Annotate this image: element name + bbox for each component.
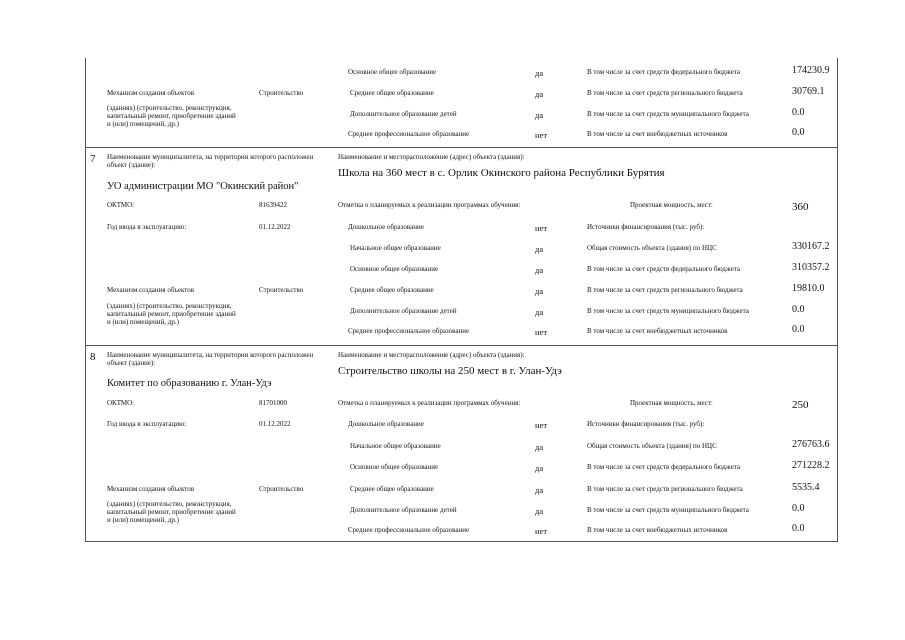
program-level: Среднее профессиональное образование: [348, 327, 470, 335]
funding-source: В том числе за счет средств федерального бюджета: [587, 463, 740, 471]
program-flag: да: [535, 286, 544, 296]
program-flag: да: [535, 463, 544, 473]
program-level: Среднее общее образование: [350, 485, 434, 493]
funding-source: В том числе за счет средств муниципального бюджета: [587, 307, 749, 315]
programs-mark-label: Отметка о планируемых к реализации программах обучения:: [338, 201, 521, 209]
mechanism-note: (зданиях) (строительство, реконструкция, капитальный ремонт, приобретение зданий и (или) помещений, др.): [107, 500, 236, 524]
program-level: Дополнительное образование детей: [350, 110, 457, 118]
funding-source: В том числе за счет средств федерального бюджета: [587, 68, 740, 76]
funding-label: Источники финансирования (тыс. руб):: [587, 223, 705, 231]
program-level: Среднее общее образование: [350, 286, 434, 294]
object-name: Строительство школы на 250 мест в г. Улан-Удэ: [338, 365, 562, 377]
program-flag: да: [535, 307, 544, 317]
program-level: Дополнительное образование детей: [350, 307, 457, 315]
capacity-value: 360: [792, 201, 809, 213]
funding-amount: 0.0: [792, 304, 805, 315]
funding-amount: 276763.6: [792, 439, 830, 450]
funding-source: В том числе за счет средств муниципального бюджета: [587, 506, 749, 514]
program-flag: да: [535, 68, 544, 78]
object-label: Наименование и месторасположение (адрес) объекта (здания):: [338, 351, 525, 359]
capacity-value: 250: [792, 399, 809, 411]
year-label: Год ввода в эксплуатацию:: [107, 223, 187, 231]
oktmo-label: ОКТМО:: [107, 201, 135, 209]
mechanism-value: Строительство: [259, 89, 304, 97]
mechanism-value: Строительство: [259, 286, 304, 294]
mechanism-label: Механизм создания объектов: [107, 89, 195, 97]
program-flag: нет: [535, 420, 548, 430]
year-value: 01.12.2022: [259, 223, 291, 231]
capacity-label: Проектная мощность, мест:: [630, 399, 713, 407]
table-bottom-border: [85, 541, 838, 542]
funding-amount: 19810.0: [792, 283, 825, 294]
program-level: Среднее общее образование: [350, 89, 434, 97]
program-level: Основное общее образование: [348, 68, 437, 76]
program-flag: да: [535, 442, 544, 452]
capacity-label: Проектная мощность, мест:: [630, 201, 713, 209]
funding-amount: 174230.9: [792, 65, 830, 76]
funding-amount: 5535.4: [792, 482, 820, 493]
year-label: Год ввода в эксплуатацию:: [107, 420, 187, 428]
oktmo-value: 81701000: [259, 399, 287, 407]
program-flag: да: [535, 110, 544, 120]
funding-amount: 330167.2: [792, 241, 830, 252]
record-number: 8: [90, 351, 96, 363]
funding-amount: 310357.2: [792, 262, 830, 273]
funding-amount: 0.0: [792, 127, 805, 138]
program-flag: нет: [535, 526, 548, 536]
table-left-border: [85, 58, 86, 542]
program-flag: нет: [535, 223, 548, 233]
funding-source: В том числе за счет внебюджетных источников: [587, 526, 728, 534]
oktmo-value: 81639422: [259, 201, 287, 209]
object-label: Наименование и месторасположение (адрес) объекта (здания):: [338, 153, 525, 161]
program-flag: нет: [535, 327, 548, 337]
municipality-label: Наименование муниципалитета, на территории которого расположен объект (здание):: [107, 153, 314, 169]
funding-label: Источники финансирования (тыс. руб):: [587, 420, 705, 428]
funding-source: В том числе за счет средств регионального бюджета: [587, 286, 743, 294]
funding-source: В том числе за счет средств регионального бюджета: [587, 485, 743, 493]
programs-mark-label: Отметка о планируемых к реализации программах обучения:: [338, 399, 521, 407]
program-level: Дошкольное образование: [348, 223, 424, 231]
funding-source: В том числе за счет средств муниципального бюджета: [587, 110, 749, 118]
funding-amount: 0.0: [792, 107, 805, 118]
funding-amount: 271228.2: [792, 460, 830, 471]
funding-amount: 30769.1: [792, 86, 825, 97]
funding-amount: 0.0: [792, 324, 805, 335]
program-level: Дошкольное образование: [348, 420, 424, 428]
program-level: Основное общее образование: [350, 265, 439, 273]
program-level: Среднее профессиональное образование: [348, 526, 470, 534]
program-flag: да: [535, 89, 544, 99]
row-divider-7: [85, 147, 838, 148]
organization-name: УО администрации МО "Окинский район": [107, 181, 299, 192]
funding-source: В том числе за счет внебюджетных источников: [587, 327, 728, 335]
oktmo-label: ОКТМО:: [107, 399, 135, 407]
funding-source: Общая стоимость объекта (здания) по НЦС: [587, 244, 717, 252]
program-level: Дополнительное образование детей: [350, 506, 457, 514]
municipality-label: Наименование муниципалитета, на территории которого расположен объект (здание):: [107, 351, 314, 367]
funding-source: В том числе за счет средств регионального бюджета: [587, 89, 743, 97]
funding-amount: 0.0: [792, 503, 805, 514]
mechanism-note: (зданиях) (строительство, реконструкция, капитальный ремонт, приобретение зданий и (или) помещений, др.): [107, 104, 236, 128]
mechanism-label: Механизм создания объектов: [107, 485, 195, 493]
organization-name: Комитет по образованию г. Улан-Удэ: [107, 378, 272, 389]
mechanism-label: Механизм создания объектов: [107, 286, 195, 294]
funding-source: В том числе за счет внебюджетных источников: [587, 130, 728, 138]
program-level: Основное общее образование: [350, 463, 439, 471]
year-value: 01.12.2022: [259, 420, 291, 428]
program-flag: да: [535, 485, 544, 495]
program-flag: нет: [535, 130, 548, 140]
program-level: Среднее профессиональное образование: [348, 130, 470, 138]
mechanism-value: Строительство: [259, 485, 304, 493]
program-flag: да: [535, 506, 544, 516]
row-divider-8: [85, 345, 838, 346]
object-name: Школа на 360 мест в с. Орлик Окинского района Республики Бурятия: [338, 167, 665, 179]
program-level: Начальное общее образование: [350, 442, 441, 450]
funding-amount: 0.0: [792, 523, 805, 534]
program-flag: да: [535, 265, 544, 275]
funding-source: В том числе за счет средств федерального бюджета: [587, 265, 740, 273]
program-flag: да: [535, 244, 544, 254]
mechanism-note: (зданиях) (строительство, реконструкция, капитальный ремонт, приобретение зданий и (или) помещений, др.): [107, 302, 236, 326]
record-number: 7: [90, 153, 96, 165]
table-right-border: [837, 58, 838, 542]
funding-source: Общая стоимость объекта (здания) по НЦС: [587, 442, 717, 450]
program-level: Начальное общее образование: [350, 244, 441, 252]
